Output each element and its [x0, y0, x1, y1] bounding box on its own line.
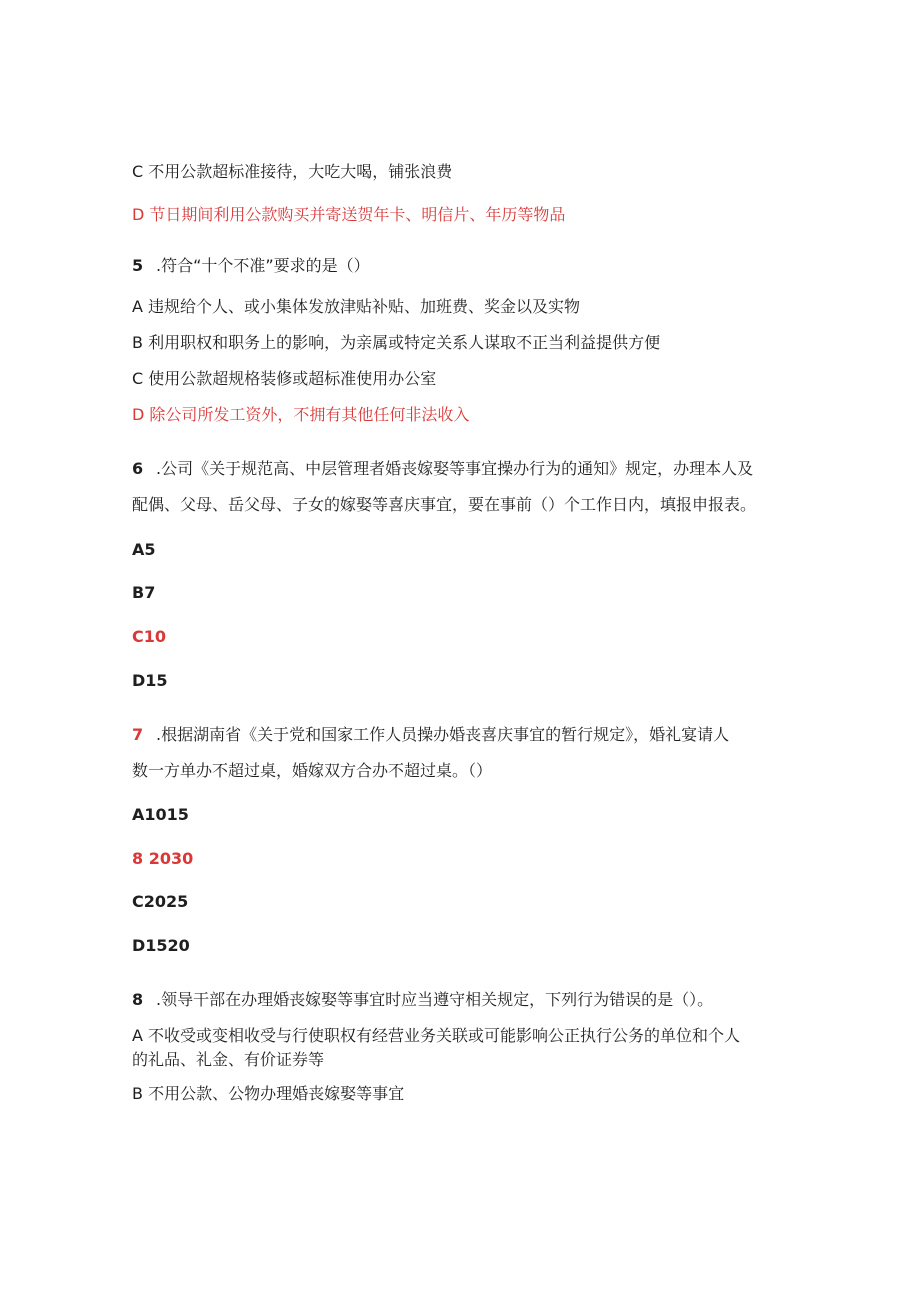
question-text: .公司《关于规范高、中层管理者婚丧嫁娶等事宜操办行为的通知》规定，办理本人及 [156, 459, 754, 478]
option-text: 的礼品、礼金、有价证券等 [132, 1050, 325, 1069]
text-line [132, 161, 452, 183]
option-text: C2025 [132, 892, 189, 911]
text-line [132, 724, 729, 746]
option-text: 配偶、父母、岳父母、子女的嫁娶等喜庆事宜，要在事前（）个工作日内，填报申报表。 [132, 495, 757, 514]
text-line [132, 458, 753, 480]
option-text: 数一方单办不超过桌，婚嫁双方合办不超过桌。（） [132, 761, 493, 780]
option-text: A 不收受或变相收受与行使职权有经营业务关联或可能影响公正执行公务的单位和个人 [132, 1026, 741, 1045]
text-line [132, 670, 168, 692]
text-line [132, 582, 155, 604]
option-text: D 除公司所发工资外，不拥有其他任何非法收入 [132, 405, 470, 424]
option-text: C 使用公款超规格装修或超标准使用办公室 [132, 369, 437, 388]
text-line [132, 539, 156, 561]
text-line [132, 204, 565, 226]
text-line [132, 891, 188, 913]
option-text: C10 [132, 627, 167, 646]
question-text: .符合“十个不准”要求的是（） [156, 256, 370, 275]
text-line [132, 935, 190, 957]
text-line [132, 1083, 404, 1105]
option-text: B7 [132, 583, 156, 602]
question-text: .领导干部在办理婚丧嫁娶等事宜时应当遵守相关规定，下列行为错误的是（）。 [156, 990, 714, 1009]
question-number: 8 [132, 990, 144, 1009]
option-text: A1015 [132, 805, 189, 824]
question-text: .根据湖南省《关于党和国家工作人员操办婚丧喜庆事宜的暂行规定》，婚礼宴请人 [156, 725, 730, 744]
text-line [132, 760, 492, 782]
text-line [132, 1025, 740, 1047]
text-line [132, 494, 756, 516]
text-line [132, 404, 469, 426]
question-number: 6 [132, 459, 144, 478]
text-line [132, 1049, 324, 1071]
text-line [132, 989, 713, 1011]
option-text: C 不用公款超标准接待，大吃大喝，铺张浪费 [132, 162, 453, 181]
question-number: 5 [132, 256, 144, 275]
text-line [132, 848, 193, 870]
option-text: D 节日期间利用公款购买并寄送贺年卡、明信片、年历等物品 [132, 205, 566, 224]
option-text: B 不用公款、公物办理婚丧嫁娶等事宜 [132, 1084, 405, 1103]
text-line [132, 626, 166, 648]
question-number: 7 [132, 725, 144, 744]
option-text: B 利用职权和职务上的影响，为亲属或特定关系人谋取不正当利益提供方便 [132, 333, 661, 352]
text-line [132, 332, 660, 354]
option-text: A 违规给个人、或小集体发放津贴补贴、加班费、奖金以及实物 [132, 297, 581, 316]
text-line [132, 368, 436, 390]
text-line [132, 804, 189, 826]
option-text: A5 [132, 540, 156, 559]
option-text: D15 [132, 671, 168, 690]
option-text: D1520 [132, 936, 190, 955]
text-line [132, 255, 370, 277]
option-text: 8 2030 [132, 849, 194, 868]
text-line [132, 296, 580, 318]
